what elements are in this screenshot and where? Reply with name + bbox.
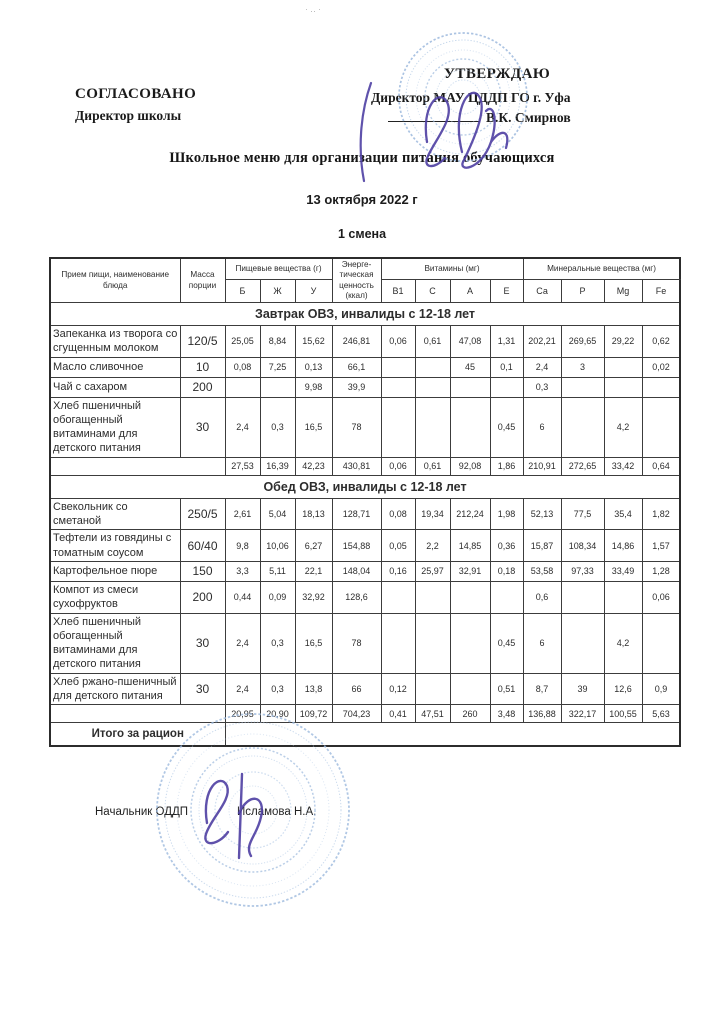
- value-cell: 45: [450, 357, 490, 377]
- subtotal-cell: 272,65: [561, 457, 604, 475]
- value-cell: 202,21: [523, 326, 561, 358]
- value-cell: 2,2: [415, 530, 450, 562]
- value-cell: 15,87: [523, 530, 561, 562]
- value-cell: [415, 581, 450, 613]
- value-cell: 0,08: [225, 357, 260, 377]
- value-cell: [415, 613, 450, 673]
- document-date: 13 октября 2022 г: [306, 192, 418, 207]
- value-cell: 0,9: [642, 673, 680, 705]
- value-cell: 0,02: [642, 357, 680, 377]
- col-energy: Энерге-тическая ценность (ккал): [332, 258, 381, 303]
- value-cell: 0,45: [490, 397, 523, 457]
- value-cell: 6: [523, 613, 561, 673]
- value-cell: 148,04: [332, 561, 381, 581]
- shift-label: 1 смена: [337, 227, 387, 241]
- subtotal-row: [50, 457, 680, 475]
- menu-table-header: [50, 258, 680, 303]
- value-cell: 18,13: [295, 498, 332, 530]
- section-header-row: [50, 303, 680, 326]
- value-cell: 0,61: [415, 326, 450, 358]
- value-cell: [225, 377, 260, 397]
- value-cell: [604, 581, 642, 613]
- value-cell: 9,98: [295, 377, 332, 397]
- value-cell: 97,33: [561, 561, 604, 581]
- value-cell: 246,81: [332, 326, 381, 358]
- mass-cell: 250/5: [180, 498, 225, 530]
- value-cell: [381, 613, 415, 673]
- agreed-subheading: Директор школы: [75, 108, 182, 123]
- subtotal-cell: 20,95: [225, 705, 260, 723]
- value-cell: 5,04: [260, 498, 295, 530]
- value-cell: 6,27: [295, 530, 332, 562]
- value-cell: 0,16: [381, 561, 415, 581]
- value-cell: [561, 613, 604, 673]
- value-cell: 47,08: [450, 326, 490, 358]
- value-cell: [642, 397, 680, 457]
- value-cell: 25,05: [225, 326, 260, 358]
- value-cell: 2,4: [225, 397, 260, 457]
- col-fe: Fe: [642, 280, 680, 303]
- value-cell: 12,6: [604, 673, 642, 705]
- scan-artifact: ·‥·: [305, 4, 324, 14]
- value-cell: [604, 377, 642, 397]
- value-cell: 1,82: [642, 498, 680, 530]
- col-e: Е: [490, 280, 523, 303]
- col-mass: Масса порции: [180, 258, 225, 303]
- value-cell: 6: [523, 397, 561, 457]
- value-cell: 78: [332, 613, 381, 673]
- value-cell: [381, 397, 415, 457]
- value-cell: 29,22: [604, 326, 642, 358]
- subtotal-cell: 3,48: [490, 705, 523, 723]
- value-cell: 0,06: [381, 326, 415, 358]
- table-row: [50, 561, 680, 581]
- approved-signature-line: [388, 108, 571, 126]
- value-cell: 1,57: [642, 530, 680, 562]
- value-cell: 0,1: [490, 357, 523, 377]
- value-cell: 22,1: [295, 561, 332, 581]
- table-row: [50, 673, 680, 705]
- dish-name-cell: Тефтели из говядины с томатным соусом: [50, 530, 180, 562]
- grand-total-row: [50, 723, 680, 747]
- value-cell: [450, 673, 490, 705]
- value-cell: 154,88: [332, 530, 381, 562]
- agreed-block: [75, 86, 196, 124]
- subtotal-cell: 210,91: [523, 457, 561, 475]
- subtotal-cell: 16,39: [260, 457, 295, 475]
- value-cell: [381, 357, 415, 377]
- value-cell: 19,34: [415, 498, 450, 530]
- value-cell: 2,4: [523, 357, 561, 377]
- subtotal-cell: 260: [450, 705, 490, 723]
- subtotal-cell: 322,17: [561, 705, 604, 723]
- value-cell: 14,85: [450, 530, 490, 562]
- section-header-row: [50, 475, 680, 498]
- value-cell: 0,3: [260, 673, 295, 705]
- value-cell: 1,28: [642, 561, 680, 581]
- value-cell: 1,98: [490, 498, 523, 530]
- signature-underline: [388, 108, 480, 122]
- value-cell: [604, 357, 642, 377]
- value-cell: 39,9: [332, 377, 381, 397]
- menu-table: [49, 257, 681, 747]
- mass-cell: 150: [180, 561, 225, 581]
- mass-cell: 30: [180, 673, 225, 705]
- value-cell: 16,5: [295, 613, 332, 673]
- value-cell: [490, 377, 523, 397]
- mass-cell: 120/5: [180, 326, 225, 358]
- subtotal-cell: 1,86: [490, 457, 523, 475]
- subtotal-cell: 109,72: [295, 705, 332, 723]
- value-cell: 16,5: [295, 397, 332, 457]
- value-cell: 53,58: [523, 561, 561, 581]
- col-mg: Mg: [604, 280, 642, 303]
- value-cell: 35,4: [604, 498, 642, 530]
- value-cell: 78: [332, 397, 381, 457]
- value-cell: [450, 613, 490, 673]
- value-cell: [381, 377, 415, 397]
- value-cell: 14,86: [604, 530, 642, 562]
- table-row: [50, 613, 680, 673]
- subtotal-cell: 47,51: [415, 705, 450, 723]
- value-cell: 0,13: [295, 357, 332, 377]
- page-title: Школьное меню для организации питания обучающихся: [169, 150, 555, 166]
- value-cell: 0,12: [381, 673, 415, 705]
- dish-name-cell: Хлеб ржано-пшеничный для детского питания: [50, 673, 180, 705]
- table-row: [50, 357, 680, 377]
- value-cell: 0,44: [225, 581, 260, 613]
- value-cell: 32,92: [295, 581, 332, 613]
- col-protein: Б: [225, 280, 260, 303]
- subtotal-cell: 92,08: [450, 457, 490, 475]
- subtotal-cell: 136,88: [523, 705, 561, 723]
- subtotal-spacer: [50, 705, 225, 723]
- subtotal-cell: 100,55: [604, 705, 642, 723]
- value-cell: 269,65: [561, 326, 604, 358]
- value-cell: [450, 377, 490, 397]
- value-cell: 0,08: [381, 498, 415, 530]
- value-cell: 15,62: [295, 326, 332, 358]
- value-cell: 0,3: [523, 377, 561, 397]
- value-cell: 128,71: [332, 498, 381, 530]
- subtotal-cell: 0,61: [415, 457, 450, 475]
- value-cell: 4,2: [604, 397, 642, 457]
- value-cell: [415, 357, 450, 377]
- value-cell: 128,6: [332, 581, 381, 613]
- dish-name-cell: Запеканка из творога со сгущенным молоком: [50, 326, 180, 358]
- value-cell: 32,91: [450, 561, 490, 581]
- col-minerals: Минеральные вещества (мг): [523, 258, 680, 280]
- mass-cell: 30: [180, 613, 225, 673]
- footer-position-label: Начальник ОДДП: [95, 806, 189, 818]
- value-cell: 0,06: [642, 581, 680, 613]
- value-cell: [415, 397, 450, 457]
- subtotal-row: [50, 705, 680, 723]
- col-carbs: У: [295, 280, 332, 303]
- subtotal-cell: 704,23: [332, 705, 381, 723]
- value-cell: 212,24: [450, 498, 490, 530]
- value-cell: [561, 397, 604, 457]
- value-cell: 39: [561, 673, 604, 705]
- table-row: [50, 397, 680, 457]
- col-b1: В1: [381, 280, 415, 303]
- mass-cell: 10: [180, 357, 225, 377]
- value-cell: 3: [561, 357, 604, 377]
- value-cell: [450, 397, 490, 457]
- approved-subheading: Директор МАУ ЦДДП ГО г. Уфа: [371, 90, 571, 105]
- value-cell: 25,97: [415, 561, 450, 581]
- value-cell: [561, 377, 604, 397]
- value-cell: 2,4: [225, 673, 260, 705]
- value-cell: 2,4: [225, 613, 260, 673]
- subtotal-cell: 0,06: [381, 457, 415, 475]
- dish-name-cell: Свекольник со сметаной: [50, 498, 180, 530]
- col-vitamins: Витамины (мг): [381, 258, 523, 280]
- value-cell: 8,7: [523, 673, 561, 705]
- value-cell: 9,8: [225, 530, 260, 562]
- value-cell: [561, 581, 604, 613]
- mass-cell: 30: [180, 397, 225, 457]
- value-cell: [415, 673, 450, 705]
- value-cell: 0,18: [490, 561, 523, 581]
- subtotal-cell: 42,23: [295, 457, 332, 475]
- col-p: Р: [561, 280, 604, 303]
- col-dish: Прием пищи, наименование блюда: [50, 258, 180, 303]
- mass-cell: 200: [180, 377, 225, 397]
- value-cell: 0,51: [490, 673, 523, 705]
- col-fat: Ж: [260, 280, 295, 303]
- value-cell: 5,11: [260, 561, 295, 581]
- value-cell: 4,2: [604, 613, 642, 673]
- approver-name: В.К. Смирнов: [486, 110, 571, 125]
- table-row: [50, 326, 680, 358]
- dish-name-cell: Хлеб пшеничный обогащенный витаминами для детского питания: [50, 613, 180, 673]
- value-cell: 7,25: [260, 357, 295, 377]
- value-cell: 13,8: [295, 673, 332, 705]
- value-cell: 8,84: [260, 326, 295, 358]
- value-cell: 108,34: [561, 530, 604, 562]
- value-cell: 77,5: [561, 498, 604, 530]
- col-c: С: [415, 280, 450, 303]
- subtotal-cell: 27,53: [225, 457, 260, 475]
- value-cell: 66,1: [332, 357, 381, 377]
- menu-table-rows: [50, 303, 680, 747]
- value-cell: [490, 581, 523, 613]
- value-cell: 0,09: [260, 581, 295, 613]
- subtotal-cell: 33,42: [604, 457, 642, 475]
- col-nutrients: Пищевые вещества (г): [225, 258, 332, 280]
- total-spacer: [225, 723, 680, 747]
- value-cell: 2,61: [225, 498, 260, 530]
- dish-name-cell: Картофельное пюре: [50, 561, 180, 581]
- dish-name-cell: Чай с сахаром: [50, 377, 180, 397]
- dish-name-cell: Масло сливочное: [50, 357, 180, 377]
- table-row: [50, 581, 680, 613]
- subtotal-spacer: [50, 457, 225, 475]
- col-ca: Са: [523, 280, 561, 303]
- table-row: [50, 530, 680, 562]
- footer-signed-by: Исламова Н.А.: [237, 806, 317, 818]
- col-a: А: [450, 280, 490, 303]
- value-cell: 0,3: [260, 613, 295, 673]
- value-cell: 10,06: [260, 530, 295, 562]
- value-cell: 0,05: [381, 530, 415, 562]
- dish-name-cell: Хлеб пшеничный обогащенный витаминами для детского питания: [50, 397, 180, 457]
- subtotal-cell: 430,81: [332, 457, 381, 475]
- section-title: Завтрак ОВЗ, инвалиды с 12-18 лет: [50, 303, 680, 326]
- section-title: Обед ОВЗ, инвалиды с 12-18 лет: [50, 475, 680, 498]
- value-cell: [642, 613, 680, 673]
- subtotal-cell: 0,41: [381, 705, 415, 723]
- menu-table-container: [49, 257, 677, 747]
- table-row: [50, 498, 680, 530]
- value-cell: 0,45: [490, 613, 523, 673]
- mass-cell: 60/40: [180, 530, 225, 562]
- value-cell: 3,3: [225, 561, 260, 581]
- value-cell: [260, 377, 295, 397]
- value-cell: 0,6: [523, 581, 561, 613]
- value-cell: 33,49: [604, 561, 642, 581]
- subtotal-cell: 5,63: [642, 705, 680, 723]
- agreed-heading: СОГЛАСОВАНО: [75, 86, 197, 102]
- subtotal-cell: 0,64: [642, 457, 680, 475]
- mass-cell: 200: [180, 581, 225, 613]
- dish-name-cell: Компот из смеси сухофруктов: [50, 581, 180, 613]
- subtotal-cell: 20,90: [260, 705, 295, 723]
- value-cell: 66: [332, 673, 381, 705]
- value-cell: 0,62: [642, 326, 680, 358]
- value-cell: [415, 377, 450, 397]
- value-cell: [450, 581, 490, 613]
- value-cell: 1,31: [490, 326, 523, 358]
- value-cell: 52,13: [523, 498, 561, 530]
- value-cell: [381, 581, 415, 613]
- value-cell: 0,36: [490, 530, 523, 562]
- total-label-cell: Итого за рацион: [50, 723, 225, 747]
- value-cell: [642, 377, 680, 397]
- value-cell: 0,3: [260, 397, 295, 457]
- table-row: [50, 377, 680, 397]
- approved-heading: УТВЕРЖДАЮ: [444, 66, 551, 82]
